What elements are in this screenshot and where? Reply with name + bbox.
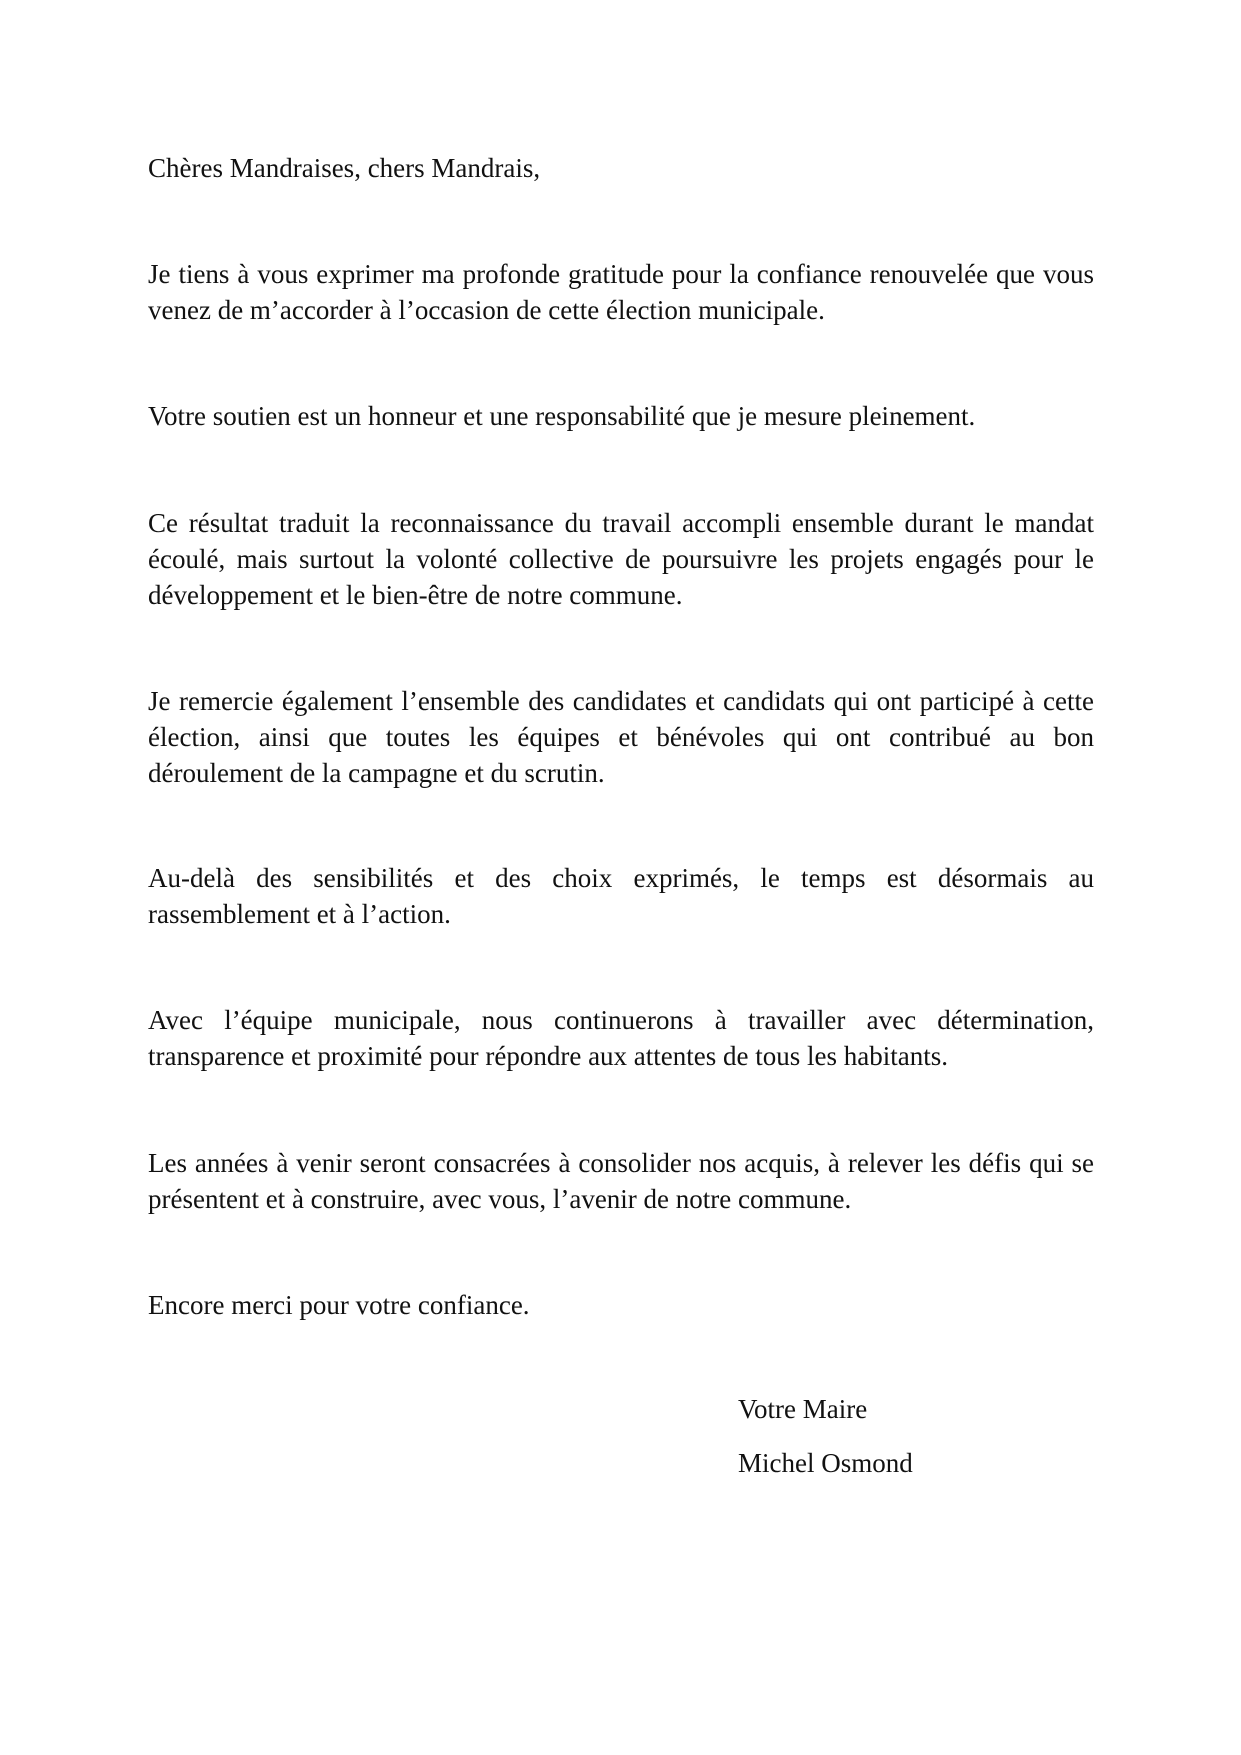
letter-greeting: Chères Mandraises, chers Mandrais, — [148, 153, 541, 183]
signature-title: Votre Maire — [738, 1394, 868, 1424]
letter-closing: Encore merci pour votre confiance. — [148, 1290, 530, 1320]
letter-paragraph-result: Ce résultat traduit la reconnaissance du travail accompli ensemble durant le mandat écoulé, mais surtout la volonté collective de poursuivre les projets engagés pour le développement et le bien-être de notre commune. — [148, 508, 1094, 610]
letter-paragraph-thanks-candidates: Je remercie également l’ensemble des candidates et candidats qui ont participé à cette élection, ainsi que toutes les équipes et bénévoles qui ont contribué au bon déroulement de la campagne et du scrutin. — [148, 686, 1094, 788]
signature-name: Michel Osmond — [738, 1448, 913, 1478]
letter-paragraph-support: Votre soutien est un honneur et une responsabilité que je mesure pleinement. — [148, 401, 976, 431]
letter-paragraph-gratitude: Je tiens à vous exprimer ma profonde gratitude pour la confiance renouvelée que vous venez de m’accorder à l’occasion de cette élection municipale. — [148, 259, 1094, 325]
letter-paragraph-team: Avec l’équipe municipale, nous continuerons à travailler avec détermination, transparence et proximité pour répondre aux attentes de tous les habitants. — [148, 1005, 1094, 1071]
letter-paragraph-future: Les années à venir seront consacrées à consolider nos acquis, à relever les défis qui se présentent et à construire, avec vous, l’avenir de notre commune. — [148, 1148, 1094, 1214]
signature-block — [738, 1391, 913, 1499]
letter-paragraph-rally: Au-delà des sensibilités et des choix exprimés, le temps est désormais au rassemblement et à l’action. — [148, 863, 1094, 929]
